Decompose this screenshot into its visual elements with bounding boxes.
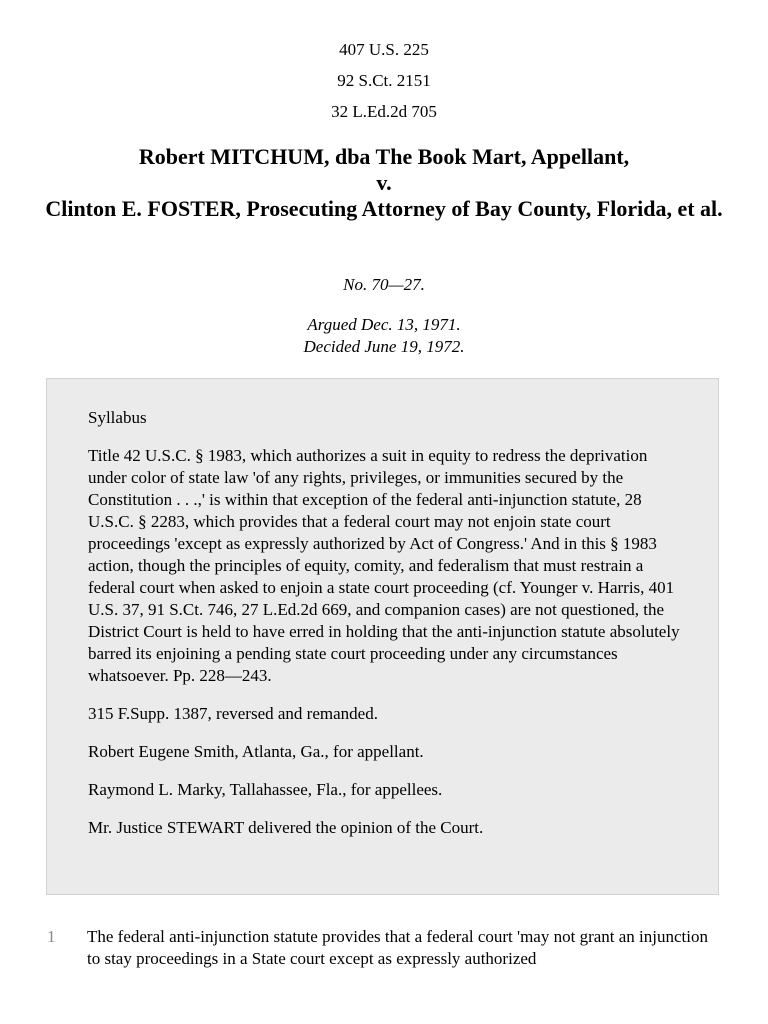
opinion-author: Mr. Justice STEWART delivered the opinion of the Court. <box>88 818 484 837</box>
case-dates <box>0 314 768 358</box>
paragraph-number: 1 <box>47 927 56 946</box>
counsel-appellant: Robert Eugene Smith, Atlanta, Ga., for appellant. <box>88 742 424 761</box>
citations <box>0 34 768 127</box>
decided-date: Decided June 19, 1972. <box>303 337 465 356</box>
case-title <box>40 144 728 222</box>
syllabus-heading: Syllabus <box>88 408 147 427</box>
supreme-court-reporter-citation: 92 S.Ct. 2151 <box>337 71 431 90</box>
argued-date: Argued Dec. 13, 1971. <box>307 315 461 334</box>
counsel-appellees: Raymond L. Marky, Tallahassee, Fla., for appellees. <box>88 780 443 799</box>
disposition: 315 F.Supp. 1387, reversed and remanded. <box>88 704 378 723</box>
paragraph-text: The federal anti-injunction statute provides that a federal court 'may not grant an injunction to stay proceedings in a State court except as expressly authorized <box>87 927 708 968</box>
versus-label: v. <box>376 170 392 195</box>
appellee-name: Clinton E. FOSTER, Prosecuting Attorney of Bay County, Florida, et al. <box>45 196 723 221</box>
docket-number: No. 70—27. <box>343 275 425 294</box>
syllabus-box <box>46 378 719 895</box>
syllabus-summary: Title 42 U.S.C. § 1983, which authorizes a suit in equity to redress the deprivation under color of state law 'of any rights, privileges, or immunities secured by the Constitution . . .,' is within that exception of the federal anti-injunction statute, 28 U.S.C. § 2283, which provides that a federal court may not enjoin state court proceedings 'except as expressly authorized by Act of Congress.' And in this § 1983 action, though the principles of equity, comity, and federalism that must restrain a federal court when asked to enjoin a state court proceeding (cf. Younger v. Harris, 401 U.S. 37, 91 S.Ct. 746, 27 L.Ed.2d 669, and companion cases) are not questioned, the District Court is held to have erred in holding that the anti-injunction statute absolutely barred its enjoining a pending state court proceeding under any circumstances whatsoever. Pp. 228—243. <box>88 446 680 685</box>
us-reports-citation: 407 U.S. 225 <box>339 40 429 59</box>
lawyers-edition-citation: 32 L.Ed.2d 705 <box>331 102 437 121</box>
appellant-name: Robert MITCHUM, dba The Book Mart, Appellant, <box>138 144 630 169</box>
syllabus-content <box>88 407 688 855</box>
